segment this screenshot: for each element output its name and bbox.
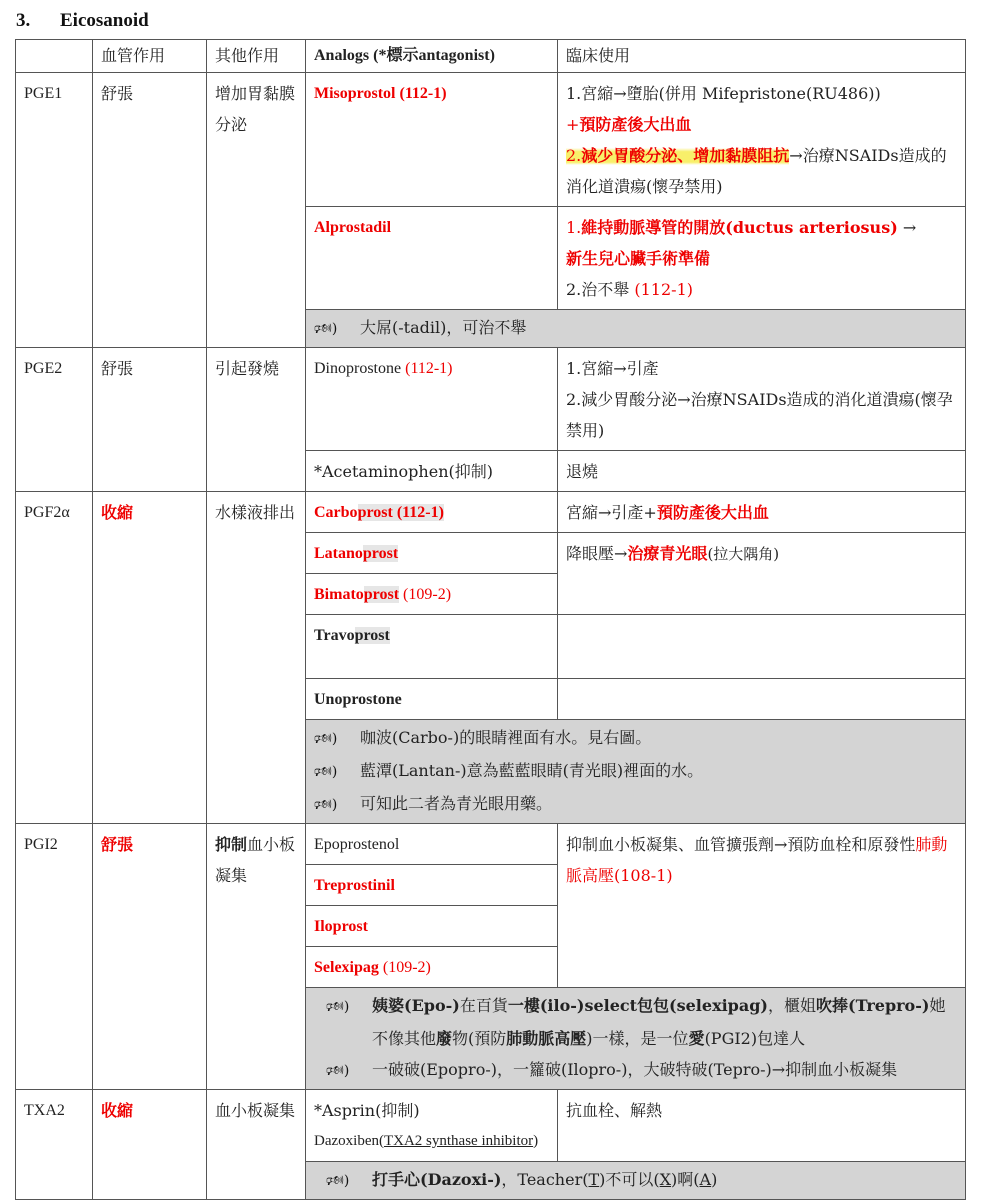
miso-line1: 1.宮縮→墮胎(併用 Mifepristone(RU486)) <box>566 84 881 103</box>
travoprost: Travoprost <box>306 615 558 679</box>
alpro-line1: 1.維持動脈導管的開放(ductus arteriosus) → <box>566 218 917 237</box>
pgi2-vascular: 舒張 <box>93 824 207 1090</box>
dinoprostone: Dinoprostone (112-1) <box>306 348 558 451</box>
megaphone-icon: 🕬) <box>314 321 338 337</box>
dino-line2: 2.減少胃酸分泌→治療NSAIDs造成的消化道潰瘍(懷孕禁用) <box>566 390 953 440</box>
pge1-note: 🕬) 大屌(-tadil)，可治不舉 <box>306 310 966 348</box>
dino-line1: 1.宮縮→引產 <box>566 359 659 378</box>
section-name: Eicosanoid <box>60 10 149 31</box>
header-analogs: Analogs (*標示antagonist) <box>306 40 558 73</box>
pgi2-row-1 <box>16 824 966 865</box>
header-row <box>16 40 966 73</box>
section-number: 3. <box>16 10 31 31</box>
acetaminophen: *Acetaminophen(抑制) <box>306 451 558 492</box>
pge1-name: PGE1 <box>16 73 93 348</box>
miso-line3: 2.減少胃酸分泌、增加黏膜阻抗→治療NSAIDs造成的消化道潰瘍(懷孕禁用) <box>566 146 947 196</box>
pgf2a-note-1: 🕬) 咖波(Carbo-)的眼睛裡面有水。見右圖。 <box>314 722 957 755</box>
selexipag: Selexipag (109-2) <box>306 947 558 988</box>
treprostinil: Treprostinil <box>306 865 558 906</box>
latanoprost: Latanoprost <box>306 533 558 574</box>
pge1-other: 增加胃黏膜分泌 <box>207 73 306 348</box>
pgf2a-vascular: 收縮 <box>93 492 207 824</box>
txa2-note: 🕬) 打手心(Dazoxi-)，Teacher(T)不可以(X)啊(A) <box>306 1162 966 1200</box>
alpro-line3: 2.治不舉 (112-1) <box>566 280 693 299</box>
pge1-vascular: 舒張 <box>93 73 207 348</box>
pgf2a-other: 水樣液排出 <box>207 492 306 824</box>
pgf2a-note-2: 🕬) 藍潭(Lantan-)意為藍藍眼睛(青光眼)裡面的水。 <box>314 755 957 788</box>
megaphone-icon: 🕬) <box>314 731 338 747</box>
carboprost-use: 宮縮→引產+預防產後大出血 <box>558 492 966 533</box>
pgi2-use: 抑制血小板凝集、血管擴張劑→預防血栓和原發性肺動脈高壓(108-1) <box>558 824 966 988</box>
pge2-other: 引起發燒 <box>207 348 306 492</box>
misoprostol: Misoprostol (112-1) <box>306 73 558 207</box>
megaphone-icon: 🕬) <box>314 764 338 780</box>
megaphone-icon: 🕬) <box>314 797 338 813</box>
megaphone-icon: 🕬) <box>326 1063 350 1079</box>
pgf2a-row-1 <box>16 492 966 533</box>
pgi2-name: PGI2 <box>16 824 93 1090</box>
txa2-use: 抗血栓、解熱 <box>558 1090 966 1162</box>
pgf2a-name: PGF2α <box>16 492 93 824</box>
header-other: 其他作用 <box>207 40 306 73</box>
pge2-name: PGE2 <box>16 348 93 492</box>
pge2-row-1 <box>16 348 966 451</box>
iloprost: Iloprost <box>306 906 558 947</box>
unoprostone-use <box>558 679 966 720</box>
header-empty <box>16 40 93 73</box>
pgf2a-note <box>306 720 966 824</box>
misoprostol-use <box>558 73 966 207</box>
pge2-vascular: 舒張 <box>93 348 207 492</box>
txa2-name: TXA2 <box>16 1090 93 1200</box>
pgi2-note-2: 🕬) 一破破(Epopro-)，一籮破(Ilopro-)，大破特破(Tepro-)→抑制血小板凝集 <box>326 1054 957 1087</box>
acetaminophen-use: 退燒 <box>558 451 966 492</box>
txa2-other: 血小板凝集 <box>207 1090 306 1200</box>
megaphone-icon: 🕬) <box>326 999 350 1015</box>
unoprostone: Unoprostone <box>306 679 558 720</box>
miso-line2: +預防產後大出血 <box>566 115 692 134</box>
pgi2-note <box>306 988 966 1090</box>
pge1-row-1 <box>16 73 966 207</box>
pgi2-note-1: 🕬) 姨婆(Epo-)在百貨一樓(ilo-)select包包(selexipag)，櫃姐吹捧(Trepro-)她不像其他廢物(預防肺動脈高壓)一樣，是一位愛(PGI2)包達人 <box>326 990 957 1054</box>
aspirin: *Asprin(抑制) <box>314 1101 420 1120</box>
alprostadil-use <box>558 207 966 310</box>
txa2-analogs <box>306 1090 558 1162</box>
txa2-row-1 <box>16 1090 966 1162</box>
alpro-line2: 新生兒心臟手術準備 <box>566 249 711 268</box>
carboprost: Carboprost (112-1) <box>306 492 558 533</box>
eicosanoid-table <box>15 39 966 1200</box>
pgi2-other: 抑制血小板凝集 <box>207 824 306 1090</box>
latanoprost-use: 降眼壓→治療青光眼(拉大隅角) <box>558 533 966 615</box>
header-clinical: 臨床使用 <box>558 40 966 73</box>
megaphone-icon: 🕬) <box>326 1173 350 1189</box>
travoprost-use <box>558 615 966 679</box>
txa2-vascular: 收縮 <box>93 1090 207 1200</box>
pgf2a-note-3: 🕬) 可知此二者為青光眼用藥。 <box>314 788 957 821</box>
dazoxiben: Dazoxiben(TXA2 synthase inhibitor) <box>314 1133 539 1149</box>
dinoprostone-use <box>558 348 966 451</box>
alprostadil: Alprostadil <box>306 207 558 310</box>
section-title <box>16 10 149 32</box>
bimatoprost: Bimatoprost (109-2) <box>306 574 558 615</box>
header-vascular: 血管作用 <box>93 40 207 73</box>
epoprostenol: Epoprostenol <box>306 824 558 865</box>
